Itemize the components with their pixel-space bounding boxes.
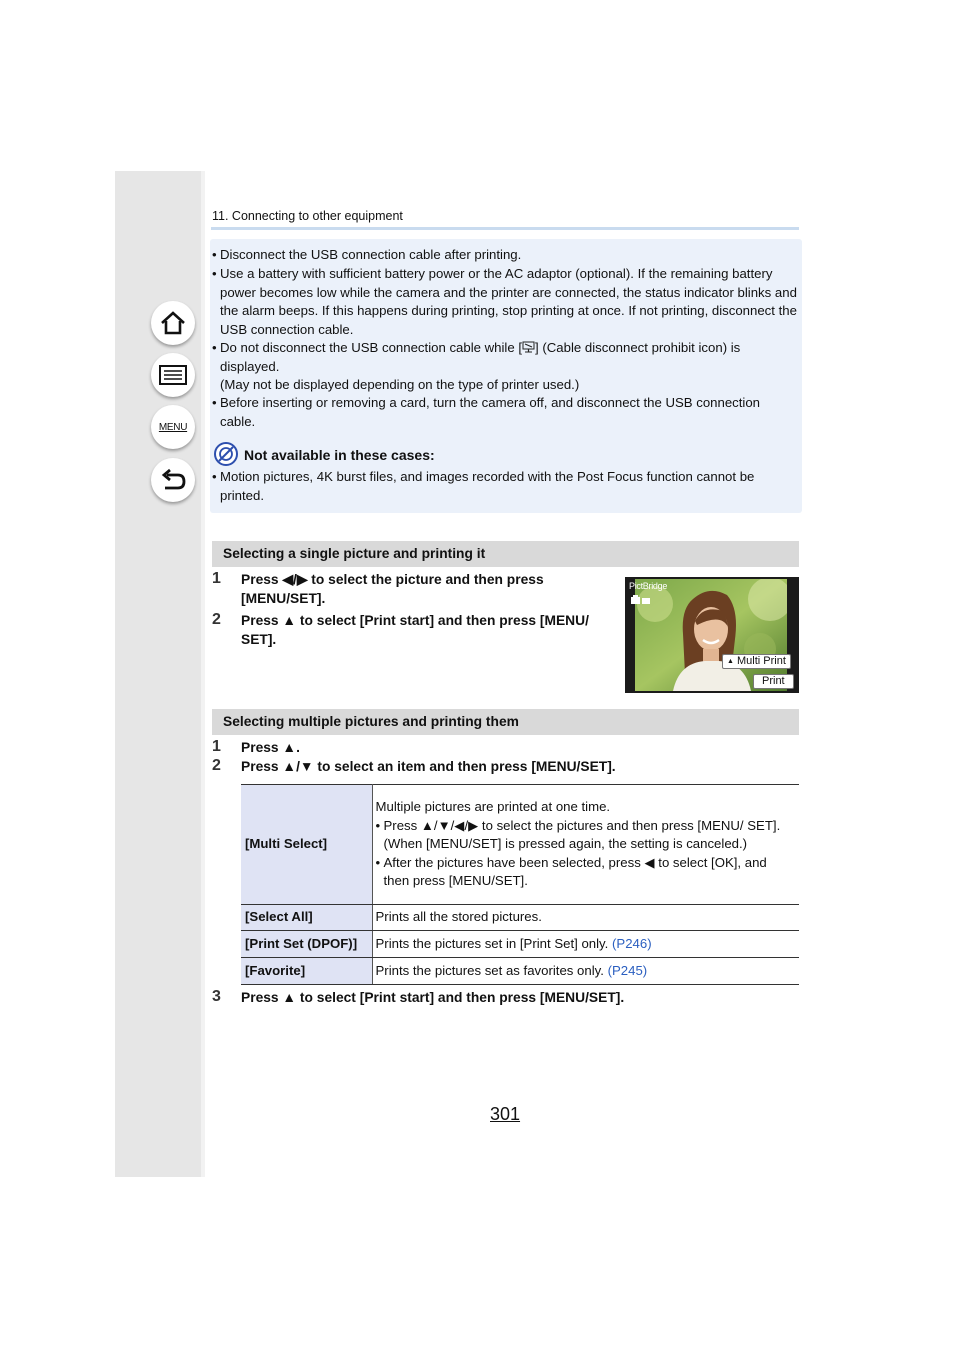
- table-row: [241, 905, 799, 931]
- step-text: Press ◀/▶ to select the picture and then press [MENU/SET].: [241, 572, 544, 606]
- step-text: Press ▲/▼ to select an item and then press [MENU/SET].: [241, 759, 616, 774]
- list-icon: [158, 364, 188, 386]
- option-description: Multiple pictures are printed at one time. • Press ▲/▼/◀/▶ to select the pictures and then press [MENU/ SET]. (When [MENU/SET] is pressed again, the setting is canceled.) • After the pictures have been selected, press ◀ to select [OK], and then press [MENU/SET].: [372, 785, 799, 905]
- note-bullet-2: • Use a battery with sufficient battery power or the AC adaptor (optional). If the remaining battery power becomes low while the camera and the printer are connected, the status indicator blinks and the alarm beeps. If this happens during printing, stop printing at once. If not printing, disconnect the USB connection cable.: [212, 266, 797, 337]
- contents-button[interactable]: [151, 353, 195, 397]
- menu-button[interactable]: [151, 405, 195, 449]
- not-available-bullet: • Motion pictures, 4K burst files, and images recorded with the Post Focus function cannot be printed.: [212, 469, 755, 503]
- cable-disconnect-prohibit-icon: [522, 341, 535, 353]
- option-description: Prints the pictures set in [Print Set] only. (P246): [372, 931, 799, 958]
- option-name: [Favorite]: [241, 958, 372, 985]
- step-text: Press ▲ to select [Print start] and then press [MENU/SET].: [241, 990, 625, 1005]
- table-row: [241, 958, 799, 985]
- step-text: Press ▲.: [241, 740, 300, 755]
- option-name: [Select All]: [241, 905, 372, 931]
- back-button[interactable]: [151, 458, 195, 502]
- step-text: Press ▲ to select [Print start] and then press [MENU/ SET].: [241, 613, 589, 647]
- page-number: 301: [490, 1104, 521, 1124]
- option-description: Prints all the stored pictures.: [372, 905, 799, 931]
- camera-screen-illustration: [625, 577, 799, 693]
- multi-print-button[interactable]: ▲ Multi Print: [722, 654, 791, 669]
- section-multiple-header: [212, 709, 799, 735]
- note-bullet-4: • Before inserting or removing a card, turn the camera off, and disconnect the USB connection cable.: [212, 395, 761, 429]
- not-available-title: Not available in these cases:: [244, 447, 435, 463]
- section-single-title: Selecting a single picture and printing it: [223, 546, 486, 561]
- option-description: Prints the pictures set as favorites only. (P245): [372, 958, 799, 985]
- option-name: [Print Set (DPOF)]: [241, 931, 372, 958]
- option-name: [Multi Select]: [241, 785, 372, 905]
- back-arrow-icon: [158, 467, 188, 493]
- menu-label: MENU: [158, 421, 188, 433]
- section-multiple-title: Selecting multiple pictures and printing them: [223, 714, 519, 729]
- print-options-table: [241, 784, 799, 985]
- header-rule: [211, 227, 799, 230]
- multi-print-arrow-icon: ▲: [727, 658, 734, 665]
- page-link-p246[interactable]: (P246): [612, 935, 652, 951]
- step-number: 3: [212, 988, 221, 1005]
- table-row: [241, 785, 799, 905]
- step-number: 1: [212, 570, 221, 587]
- page-link-p245[interactable]: (P245): [607, 962, 648, 978]
- note-bullet-3: • Do not disconnect the USB connection cable while [ ] (Cable disconnect prohibit icon) is displayed. (May not be displayed depending on the type of printer used.): [212, 340, 741, 392]
- home-icon: [159, 310, 187, 336]
- print-button[interactable]: Print: [753, 674, 794, 689]
- pictbridge-label: PictBridge: [629, 581, 668, 591]
- note-bullet-1: • Disconnect the USB connection cable after printing.: [212, 247, 522, 262]
- step-number: 2: [212, 611, 221, 628]
- chapter-title: 11. Connecting to other equipment: [212, 209, 403, 223]
- home-button[interactable]: [151, 301, 195, 345]
- printer-status-icon: [630, 595, 652, 605]
- section-single-header: [212, 541, 799, 567]
- table-row: [241, 931, 799, 958]
- step-number: 2: [212, 757, 221, 774]
- not-available-icon: [214, 442, 238, 466]
- step-number: 1: [212, 738, 221, 755]
- sidebar-divider: [201, 171, 205, 1177]
